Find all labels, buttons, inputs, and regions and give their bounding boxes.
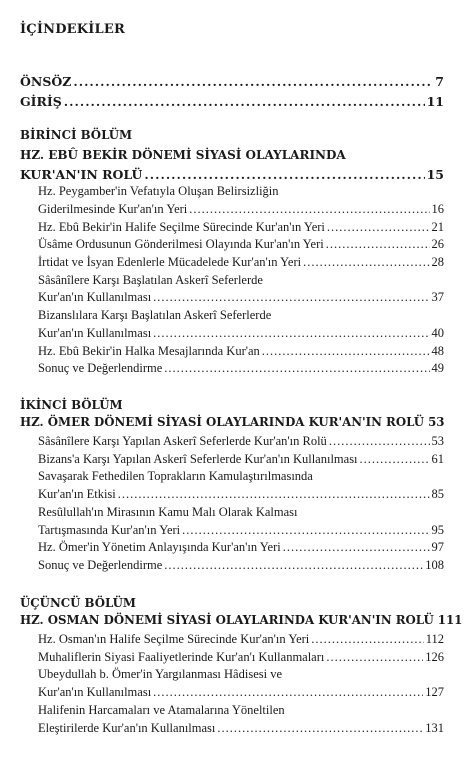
dot-leader [73,74,433,89]
toc-entry[interactable] [38,220,444,235]
dot-leader [64,94,425,109]
page-title: İÇİNDEKİLER [20,22,126,37]
toc-entry-label: Giderilmesinde Kur'an'ın Yeri [38,202,188,216]
toc-entry[interactable] [38,452,444,467]
toc-page-number: 49 [431,361,444,375]
toc-entry[interactable] [38,255,444,270]
toc-entry-label: Sâsânîlere Karşı Yapılan Askerî Seferlerde Kur'an'ın Rolü [38,434,327,448]
section-heading: İKİNCİ BÖLÜM [20,398,123,412]
toc-page-number: 53 [431,434,444,448]
section-heading: ÜÇÜNCÜ BÖLÜM [20,596,136,610]
dot-leader [329,434,430,449]
toc-page-number: 127 [425,685,444,699]
dot-leader [118,487,430,502]
dot-leader [303,255,429,270]
dot-leader [326,650,423,665]
toc-page-number: 26 [431,237,444,251]
toc-page-number: 131 [425,721,444,735]
toc-entry-label: Bizans'a Karşı Yapılan Askerî Seferlerde Kur'an'ın Kullanılması [38,452,358,466]
toc-entry[interactable] [38,434,444,449]
toc-entry-label: Sonuç ve Değerlendirme [38,361,163,375]
toc-entry-label-line1: Ubeydullah b. Ömer'in Yargılanması Hâdisesi ve [38,667,283,681]
toc-page-number: 112 [425,632,444,646]
toc-entry[interactable] [38,558,444,573]
toc-entry[interactable] [38,202,444,217]
section-title: HZ. OSMAN DÖNEMİ SİYASİ OLAYLARINDA KUR'AN'IN ROLÜ [20,613,434,627]
toc-entry[interactable] [38,487,444,502]
toc-entry-label-line1: Savaşarak Fethedilen Toprakların Kamulaştırılmasında [38,469,313,483]
toc-entry[interactable] [38,632,444,647]
toc-page-number: 95 [431,523,444,537]
section-title-entry[interactable] [20,415,444,429]
dot-leader [217,721,423,736]
toc-page-number: 15 [426,167,444,182]
toc-entry-label-line1: Hz. Peygamber'in Vefatıyla Oluşan Belirsizliğin [38,184,279,198]
toc-page-number: 16 [431,202,444,216]
toc-entry-label-line1: Sâsânîlere Karşı Başlatılan Askerî Seferlerde [38,273,263,287]
toc-entry[interactable] [38,650,444,665]
toc-entry[interactable] [38,523,444,538]
toc-entry[interactable] [38,685,444,700]
toc-entry-label-line1: Resûlullah'ın Mirasının Kamu Malı Olarak Kalması [38,505,298,519]
dot-leader [182,523,429,538]
toc-entry-label: Hz. Ebû Bekir'in Halka Mesajlarında Kur'an [38,344,260,358]
dot-leader [164,361,429,376]
toc-page-number: 37 [431,290,444,304]
toc-entry-label: ÖNSÖZ [20,74,72,89]
toc-entry-label: Hz. Osman'ın Halife Seçilme Sürecinde Kur'an'ın Yeri [38,632,310,646]
toc-entry[interactable] [38,326,444,341]
toc-entry-label: Eleştirilerde Kur'an'ın Kullanılması [38,721,216,735]
toc-entry-label: Hz. Ebû Bekir'in Halife Seçilme Sürecinde Kur'an'ın Yeri [38,220,325,234]
section-title: HZ. ÖMER DÖNEMİ SİYASİ OLAYLARINDA KUR'AN'IN ROLÜ [20,415,425,429]
toc-page-number: 48 [431,344,444,358]
toc-page-number: 97 [431,540,444,554]
toc-page-number: 111 [437,613,463,627]
toc-page-number: 11 [426,94,444,109]
dot-leader [153,290,429,305]
section-title: HZ. EBÛ BEKİR DÖNEMİ SİYASİ OLAYLARINDA [20,148,346,162]
toc-page-number: 61 [431,452,444,466]
dot-leader [153,685,423,700]
toc-entry[interactable] [38,721,444,736]
toc-entry-label: Kur'an'ın Etkisi [38,487,116,501]
toc-entry[interactable] [38,540,444,555]
toc-entry-label: Tartışmasında Kur'an'ın Yeri [38,523,181,537]
dot-leader [360,452,430,467]
toc-entry[interactable] [38,361,444,376]
dot-leader [164,558,423,573]
toc-entry-label: İrtidat ve İsyan Edenlerle Mücadelede Kur'an'ın Yeri [38,255,302,269]
dot-leader [327,220,430,235]
toc-page-number: 85 [431,487,444,501]
dot-leader [283,540,430,555]
toc-entry-label: Hz. Ömer'in Yönetim Anlayışında Kur'an'ın Yeri [38,540,281,554]
toc-entry-label: Kur'an'ın Kullanılması [38,326,152,340]
dot-leader [144,167,424,182]
toc-page-number: 108 [425,558,444,572]
dot-leader [189,202,429,217]
toc-entry-label: Kur'an'ın Kullanılması [38,685,152,699]
toc-entry[interactable] [38,237,444,252]
toc-page-number: 28 [431,255,444,269]
toc-entry-giris[interactable] [20,94,444,109]
section-title-entry[interactable] [20,613,463,627]
toc-entry[interactable] [38,344,444,359]
dot-leader [153,326,429,341]
toc-entry[interactable] [38,290,444,305]
toc-page-number: 21 [431,220,444,234]
toc-entry-label-line1: Bizanslılara Karşı Başlatılan Askerî Seferlerde [38,308,272,322]
section-title: KUR'AN'IN ROLÜ [20,167,143,182]
toc-entry-label: Sonuç ve Değerlendirme [38,558,163,572]
toc-entry-label: Kur'an'ın Kullanılması [38,290,152,304]
toc-entry-label-line1: Halifenin Harcamaları ve Atamalarına Yöneltilen [38,703,285,717]
toc-entry-label: Üsâme Ordusunun Gönderilmesi Olayında Kur'an'ın Yeri [38,237,324,251]
toc-page-number: 53 [428,415,445,429]
toc-page-number: 40 [431,326,444,340]
dot-leader [326,237,430,252]
section-title-entry[interactable] [20,167,444,182]
section-heading: BİRİNCİ BÖLÜM [20,128,133,142]
toc-entry-label: Muhaliflerin Siyasi Faaliyetlerinde Kur'an'ı Kullanmaları [38,650,325,664]
toc-page-number: 7 [435,74,444,89]
toc-page-number: 126 [425,650,444,664]
dot-leader [262,344,430,359]
dot-leader [311,632,423,647]
toc-entry-onsoz[interactable] [20,74,444,89]
toc-entry-label: GİRİŞ [20,94,62,109]
